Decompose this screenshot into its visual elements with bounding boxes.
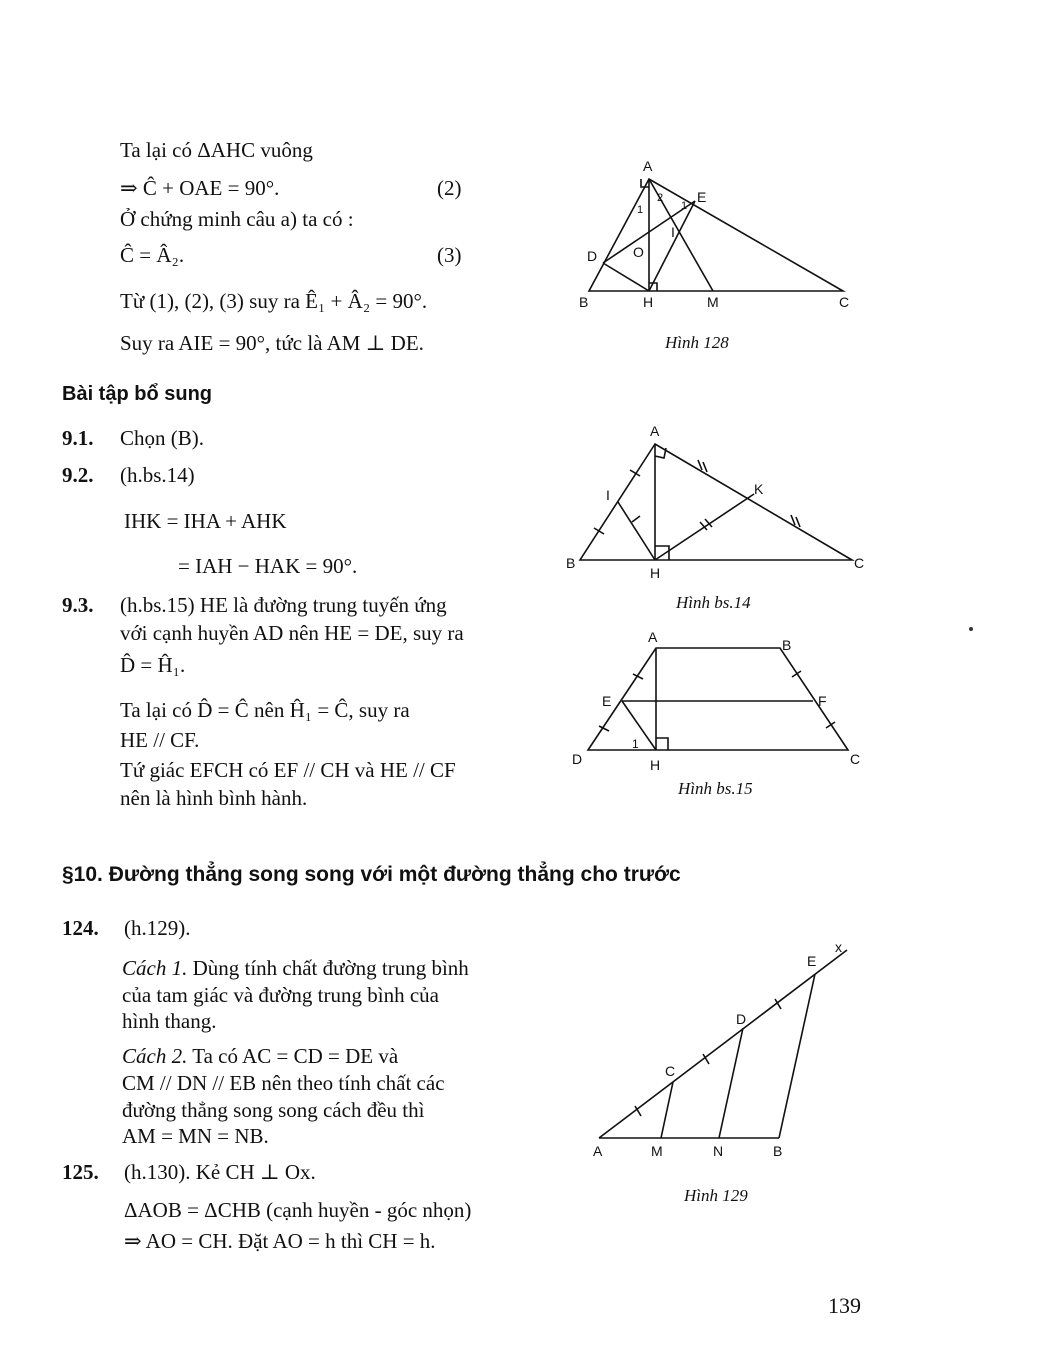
label-m-129: M bbox=[651, 1143, 663, 1159]
label-d-129: D bbox=[736, 1011, 747, 1027]
label-a: A bbox=[643, 158, 653, 174]
exercise-124-method1-line2: của tam giác và đường trung bình của bbox=[122, 983, 439, 1007]
label-i-bs14: I bbox=[606, 487, 610, 503]
label-h: H bbox=[643, 294, 654, 310]
label-b-129: B bbox=[773, 1143, 783, 1159]
label-h-bs15: H bbox=[650, 757, 661, 773]
label-i: I bbox=[671, 224, 675, 240]
label-b: B bbox=[579, 294, 589, 310]
label-n-129: N bbox=[713, 1143, 724, 1159]
exercise-124-method2-line3: đường thẳng song song cách đều thì bbox=[122, 1098, 425, 1122]
label-c-bs15: C bbox=[850, 751, 861, 767]
label-a-129: A bbox=[593, 1143, 603, 1159]
right-angle-h-bs15 bbox=[656, 738, 668, 750]
method1-label: Cách 1. bbox=[122, 956, 188, 980]
section-10-title: §10. Đường thẳng song song với một đường thẳng cho trước bbox=[62, 863, 681, 886]
method2-label: Cách 2. bbox=[122, 1044, 188, 1068]
proof-line-2: ⇒ Ĉ + OAE = 90°. bbox=[120, 176, 280, 200]
exercise-124-method1-line3: hình thang. bbox=[122, 1009, 217, 1033]
exercise-124-method1-line1 bbox=[122, 955, 469, 982]
label-c-bs14: C bbox=[854, 555, 865, 571]
exercise-9-2-text: (h.bs.14) bbox=[120, 463, 195, 487]
exercise-9-3-line-2: với cạnh huyền AD nên HE = DE, suy ra bbox=[120, 621, 464, 645]
exercise-125-line1: (h.130). Kẻ CH ⊥ Ox. bbox=[124, 1160, 316, 1184]
page-number: 139 bbox=[828, 1293, 861, 1318]
label-e-129: E bbox=[807, 953, 817, 969]
segment-ih bbox=[618, 502, 655, 560]
exercise-number-125: 125. bbox=[62, 1160, 99, 1184]
exercise-9-2-eq-1: IHK = IHA + AHK bbox=[124, 509, 287, 533]
tick-ib bbox=[594, 528, 604, 534]
exercise-9-3-line-4: Ta lại có D̂ = Ĉ nên Ĥ₁ = Ĉ, suy ra bbox=[120, 698, 410, 722]
exercise-9-3-line-5: HE // CF. bbox=[120, 728, 200, 752]
triangle-abc-bs14 bbox=[580, 444, 852, 560]
figure-bs15 bbox=[570, 628, 870, 778]
exercise-124-method2-line1 bbox=[122, 1043, 398, 1070]
stray-dot bbox=[969, 627, 973, 631]
tick-ih bbox=[632, 516, 640, 522]
tick-ak-2 bbox=[703, 462, 707, 472]
figure-128 bbox=[575, 155, 865, 315]
heading-extra-exercises: Bài tập bổ sung bbox=[62, 383, 212, 405]
caption-figbs15: Hình bs.15 bbox=[678, 779, 753, 798]
figure-129 bbox=[585, 938, 865, 1178]
proof-line-5: Từ (1), (2), (3) suy ra Ê₁ + Â₂ = 90°. bbox=[120, 289, 428, 313]
label-a-bs15: A bbox=[648, 629, 658, 645]
label-m: M bbox=[707, 294, 719, 310]
equation-tag-3: (3) bbox=[437, 243, 462, 267]
caption-fig129: Hình 129 bbox=[684, 1186, 748, 1205]
ray-ax bbox=[599, 950, 847, 1138]
label-angle-e1: 1 bbox=[681, 200, 688, 212]
exercise-124-ref: (h.129). bbox=[124, 916, 191, 940]
tick-kc-2 bbox=[796, 517, 800, 527]
label-e: E bbox=[697, 189, 707, 205]
caption-fig128: Hình 128 bbox=[665, 333, 729, 352]
tick-kc-1 bbox=[791, 515, 795, 525]
equation-tag-2: (2) bbox=[437, 176, 462, 200]
segment-eb bbox=[779, 974, 815, 1138]
proof-line-1: Ta lại có ΔAHC vuông bbox=[120, 138, 313, 162]
label-f-bs15: F bbox=[818, 693, 827, 709]
label-b-bs15: B bbox=[782, 637, 792, 653]
label-angle-1: 1 bbox=[637, 204, 644, 216]
label-o: O bbox=[633, 244, 644, 260]
segment-dh bbox=[603, 263, 649, 291]
proof-line-3: Ở chứng minh câu a) ta có : bbox=[120, 207, 354, 231]
tick-ak-1 bbox=[698, 460, 702, 470]
label-k-bs14: K bbox=[754, 481, 764, 497]
label-c-129: C bbox=[665, 1063, 676, 1079]
proof-line-6: Suy ra AIE = 90°, tức là AM ⊥ DE. bbox=[120, 331, 424, 355]
label-b-bs14: B bbox=[566, 555, 576, 571]
exercise-9-2-eq-2: = IAH − HAK = 90°. bbox=[178, 554, 358, 578]
label-d-bs15: D bbox=[572, 751, 583, 767]
caption-figbs14: Hình bs.14 bbox=[676, 593, 751, 612]
proof-line-4: Ĉ = Â₂. bbox=[120, 243, 185, 267]
exercise-number-9-1: 9.1. bbox=[62, 426, 94, 450]
label-x-129: x bbox=[835, 939, 842, 955]
segment-eh bbox=[622, 701, 656, 750]
method2-text-1: Ta có AC = CD = DE và bbox=[192, 1044, 399, 1068]
exercise-125-line3: ⇒ AO = CH. Đặt AO = h thì CH = h. bbox=[124, 1229, 436, 1253]
label-c: C bbox=[839, 294, 850, 310]
label-e-bs15: E bbox=[602, 693, 612, 709]
exercise-125-line2: ΔAOB = ΔCHB (cạnh huyền - góc nhọn) bbox=[124, 1198, 472, 1222]
method1-text-1: Dùng tính chất đường trung bình bbox=[192, 956, 469, 980]
exercise-9-1-text: Chọn (B). bbox=[120, 426, 204, 450]
exercise-9-3-line-7: nên là hình bình hành. bbox=[120, 786, 308, 810]
exercise-9-3-line-1: (h.bs.15) HE là đường trung tuyến ứng bbox=[120, 593, 447, 617]
exercise-9-3-line-6: Tứ giác EFCH có EF // CH và HE // CF bbox=[120, 758, 456, 782]
trapezoid-abcd bbox=[588, 648, 848, 750]
exercise-number-9-3: 9.3. bbox=[62, 593, 94, 617]
triangle-abc bbox=[589, 179, 843, 291]
label-angle-2: 2 bbox=[657, 192, 664, 204]
exercise-9-3-line-3: D̂ = Ĥ₁. bbox=[120, 653, 186, 677]
label-h-bs14: H bbox=[650, 565, 661, 581]
label-a-bs14: A bbox=[650, 423, 660, 439]
label-d: D bbox=[587, 248, 598, 264]
figure-bs14 bbox=[560, 418, 870, 588]
exercise-number-124: 124. bbox=[62, 916, 99, 940]
exercise-number-9-2: 9.2. bbox=[62, 463, 94, 487]
exercise-124-method2-line4: AM = MN = NB. bbox=[122, 1124, 269, 1148]
label-angle-1-bs15: 1 bbox=[632, 737, 639, 751]
exercise-124-method2-line2: CM // DN // EB nên theo tính chất các bbox=[122, 1071, 445, 1095]
